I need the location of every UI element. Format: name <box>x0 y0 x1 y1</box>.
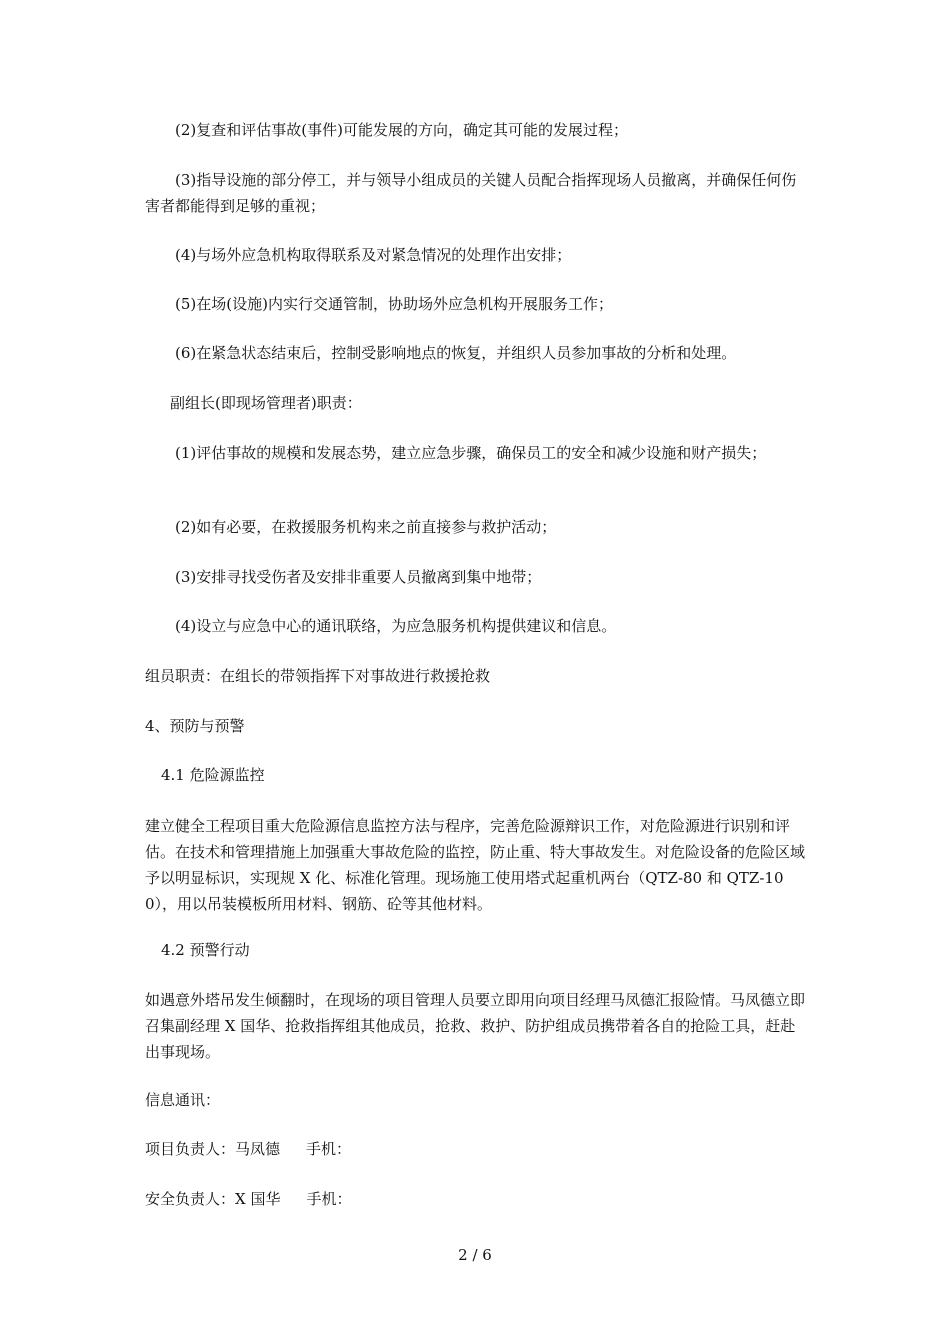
paragraph-duty-6: (6)在紧急状态结束后，控制受影响地点的恢复，并组织人员参加事故的分析和处理。 <box>175 344 737 362</box>
paragraph-warning-action: 如遇意外塔吊发生倾翻时，在现场的项目管理人员要立即用向项目经理马凤德汇报险情。马凤德立即召集副经理 X 国华、抢救指挥组其他成员，抢救、救护、防护组成员携带着各自的抢险工具，赶赴出事现场。 <box>145 991 806 1061</box>
contact-phone-label: 手机： <box>306 1190 352 1208</box>
paragraph-deputy-duty-1: (1)评估事故的规模和发展态势，建立应急步骤，确保员工的安全和减少设施和财产损失； <box>175 444 767 462</box>
section-heading-hazard-monitoring: 4.1 危险源监控 <box>161 766 265 784</box>
paragraph-hazard-monitoring: 建立健全工程项目重大危险源信息监控方法与程序，完善危险源辩识工作，对危险源进行识别和评估。在技术和管理措施上加强重大事故危险的监控，防止重、特大事故发生。对危险设备的危险区域予以明显标识，实现规 X 化、标准化管理。现场施工使用塔式起重机两台（QTZ-80 和 QTZ-100），用以吊装模板所用材料、钢筋、砼等其他材料。 <box>145 817 806 913</box>
page-indicator: 2 / 6 <box>458 1246 492 1264</box>
paragraph-duty-5: (5)在场(设施)内实行交通管制，协助场外应急机构开展服务工作； <box>175 295 613 313</box>
section-heading-prevention: 4、预防与预警 <box>145 717 245 735</box>
paragraph-duty-4: (4)与场外应急机构取得联系及对紧急情况的处理作出安排； <box>175 246 572 264</box>
paragraph-deputy-duty-2: (2)如有必要，在救援服务机构来之前直接参与救护活动； <box>175 518 557 536</box>
paragraph-deputy-duty-4: (4)设立与应急中心的通讯联络，为应急服务机构提供建议和信息。 <box>175 617 617 635</box>
paragraph-duty-2: (2)复查和评估事故(事件)可能发展的方向，确定其可能的发展过程； <box>175 121 628 139</box>
contact-role: 安全负责人：X 国华 <box>145 1190 281 1208</box>
paragraph-member-duty: 组员职责：在组长的带领指挥下对事故进行救援抢救 <box>145 667 491 685</box>
section-heading-warning-action: 4.2 预警行动 <box>161 941 250 959</box>
paragraph-info-communication: 信息通讯： <box>145 1091 221 1109</box>
contact-line-project-lead <box>145 1136 807 1162</box>
paragraph-deputy-duty-3: (3)安排寻找受伤者及安排非重要人员撤离到集中地带； <box>175 568 542 586</box>
contact-role: 项目负责人：马凤德 <box>145 1140 281 1158</box>
paragraph-duty-3: (3)指导设施的部分停工，并与领导小组成员的关键人员配合指挥现场人员撤离，并确保任何伤害者都能得到足够的重视； <box>145 171 797 215</box>
contact-line-safety-lead <box>145 1186 807 1212</box>
section-heading-deputy: 副组长(即现场管理者)职责： <box>170 394 362 412</box>
contact-phone-label: 手机： <box>306 1140 352 1158</box>
